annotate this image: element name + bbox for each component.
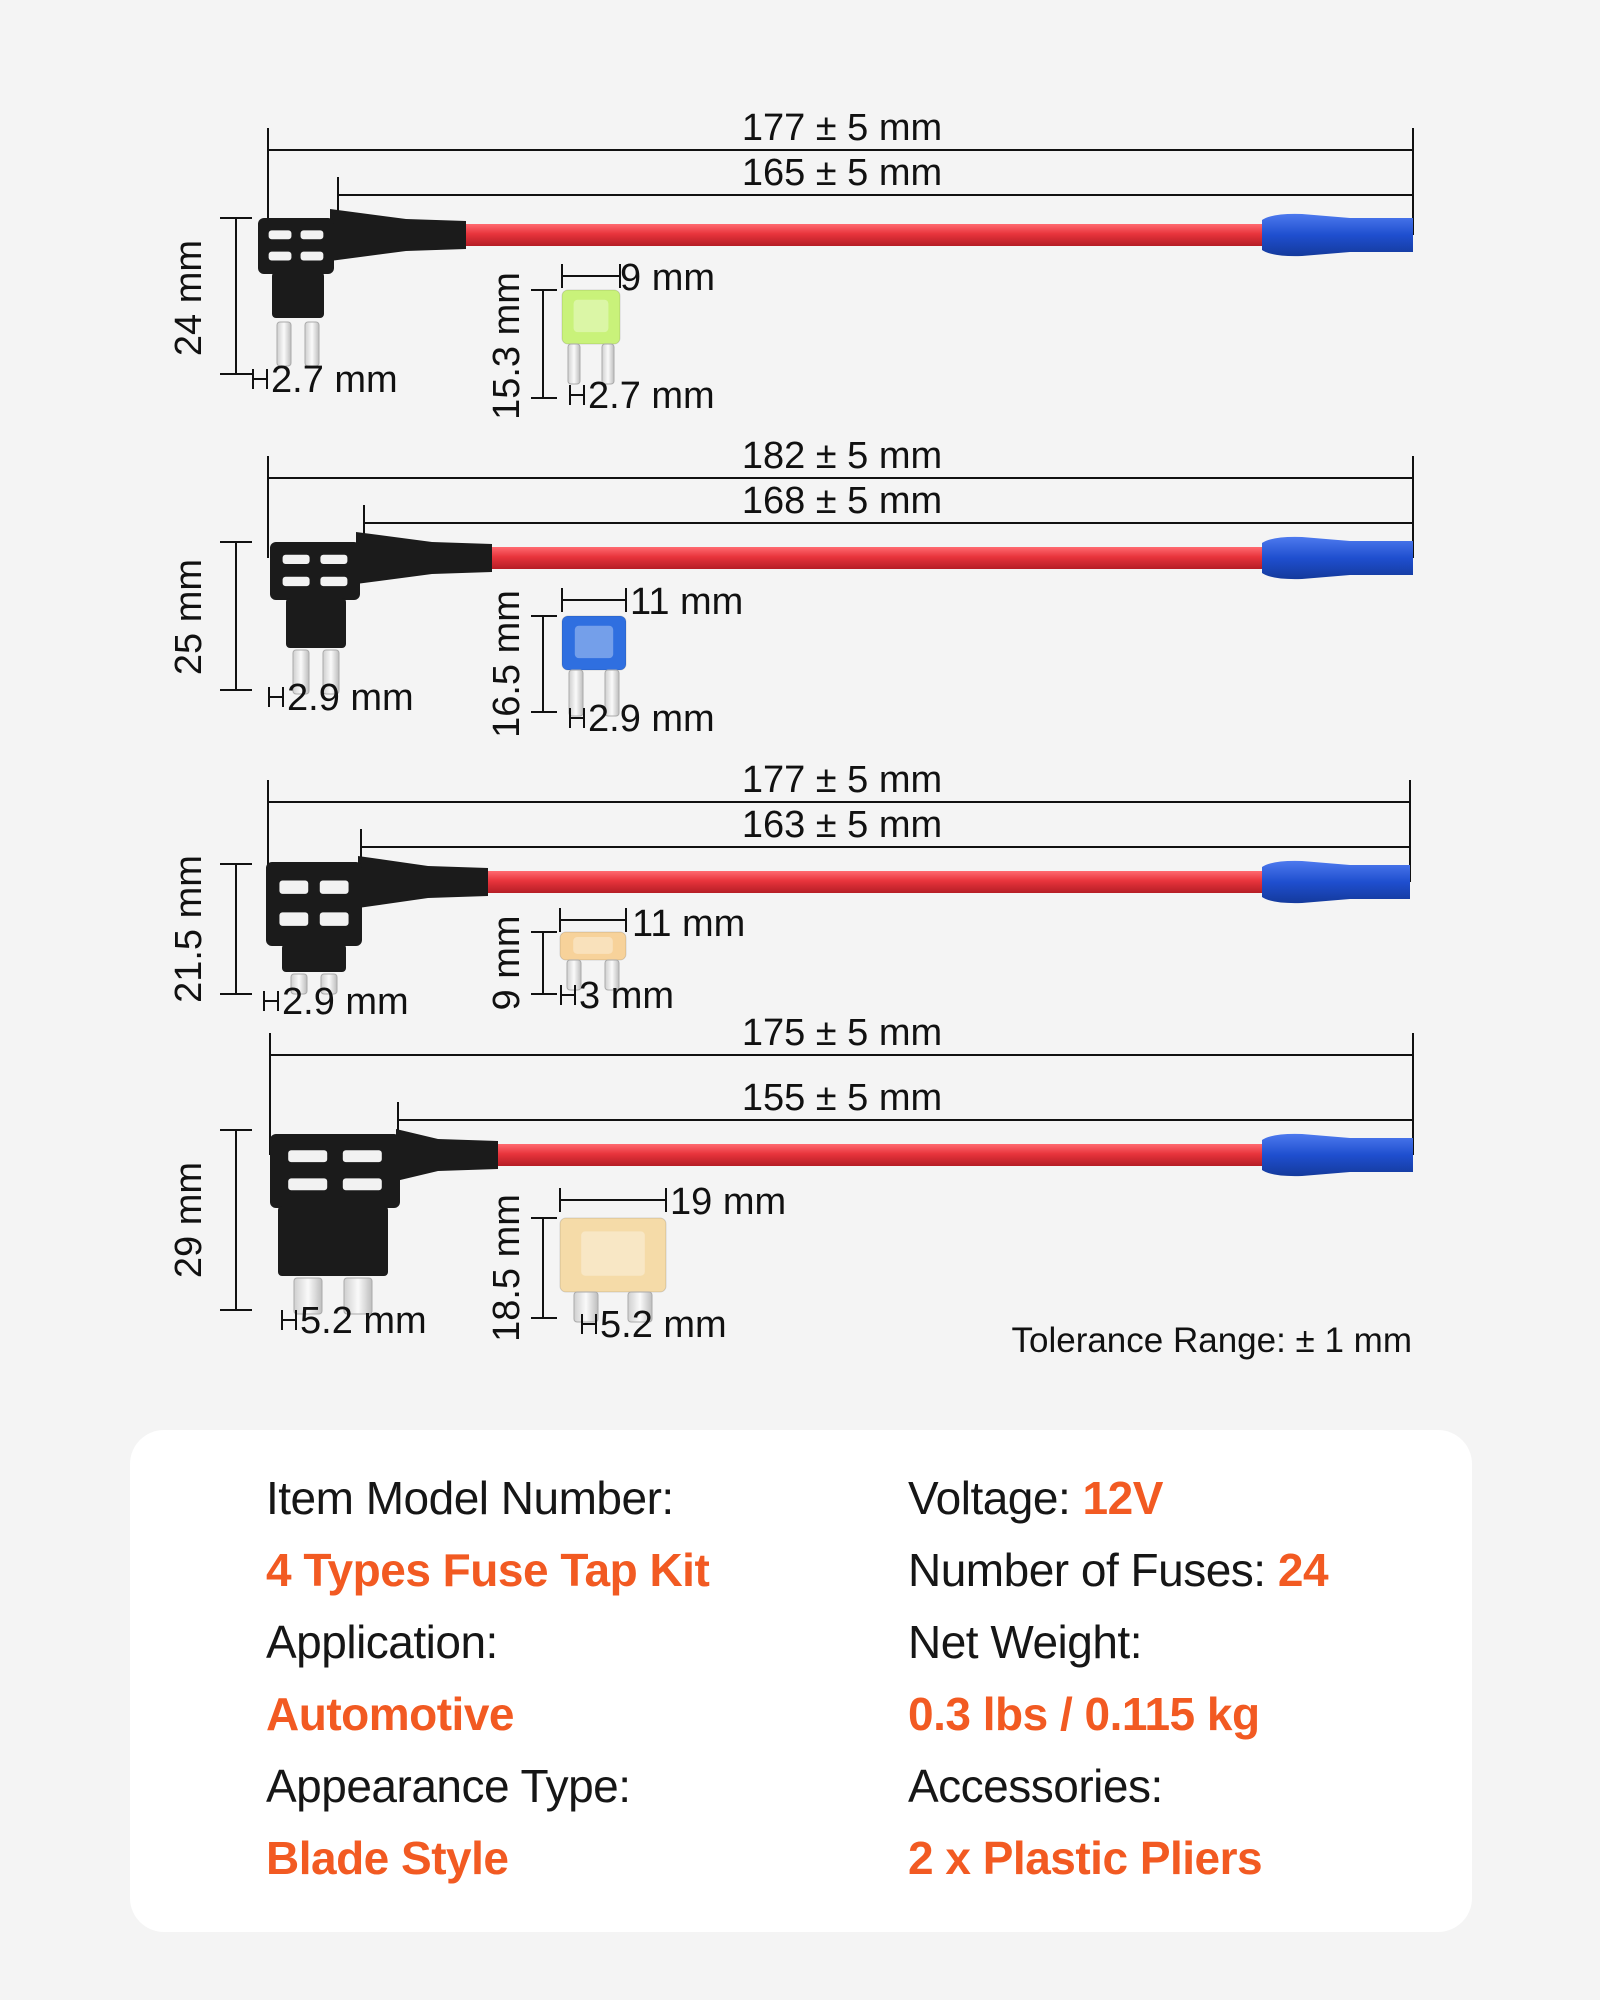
overall-length-label: 175 ± 5 mm — [741, 1012, 943, 1054]
fuse-holder-stem — [272, 272, 324, 318]
model-number-label: Item Model Number: — [266, 1472, 674, 1524]
socket-slot — [343, 1178, 382, 1190]
overall-length-label: 182 ± 5 mm — [741, 435, 943, 477]
fuse-holder-stem — [282, 944, 346, 972]
holder-prong-label: 2.7 mm — [271, 359, 398, 401]
appearance-type-label: Appearance Type: — [266, 1760, 631, 1812]
heat-shrink-tube — [330, 209, 466, 261]
fuse-prong-label: 5.2 mm — [600, 1304, 727, 1346]
socket-slot — [279, 880, 308, 893]
holder-prong-label: 2.9 mm — [287, 677, 414, 719]
socket-slot — [269, 230, 292, 239]
fuse-count-value: 24 — [1277, 1544, 1329, 1596]
socket-slot — [301, 230, 324, 239]
red-wire — [492, 547, 1262, 569]
fuse-width-label: 19 mm — [670, 1181, 787, 1223]
accessories-value: 2 x Plastic Pliers — [908, 1832, 1263, 1884]
fuse-count-label: Number of Fuses: — [908, 1544, 1266, 1596]
fuse-holder-socket — [270, 1134, 400, 1208]
socket-slot — [283, 555, 310, 564]
fuse-tap-row — [168, 759, 1410, 1023]
fuse-holder-socket — [266, 862, 362, 946]
blue-butt-terminal — [1262, 1134, 1413, 1176]
application-value: Automotive — [266, 1688, 514, 1740]
accessories-label: Accessories: — [908, 1760, 1163, 1812]
blue-butt-terminal — [1262, 861, 1410, 903]
fuse-window — [573, 937, 613, 954]
holder-height-label: 25 mm — [168, 558, 210, 676]
heat-shrink-tube — [358, 856, 488, 908]
spec-column-left — [266, 1462, 709, 1894]
fuse-width-label: 11 mm — [630, 581, 744, 623]
fuse-tap-row — [168, 435, 1413, 740]
socket-slot — [288, 1150, 327, 1162]
socket-slot — [320, 577, 347, 586]
fuse-height-label: 18.5 mm — [486, 1194, 528, 1342]
wire-length-label: 163 ± 5 mm — [741, 804, 943, 846]
fuse-tap-row — [168, 107, 1413, 420]
appearance-type-value: Blade Style — [266, 1832, 509, 1884]
socket-slot — [320, 555, 347, 564]
fuse-prong-label: 2.9 mm — [588, 698, 715, 740]
spec-column-right — [908, 1462, 1328, 1894]
fuse-holder-socket — [270, 542, 360, 600]
red-wire — [498, 1144, 1262, 1166]
blue-butt-terminal — [1262, 537, 1413, 579]
fuse-holder-stem — [286, 598, 346, 648]
fuse-count-line — [908, 1534, 1328, 1606]
socket-slot — [283, 577, 310, 586]
socket-slot — [279, 912, 308, 925]
fuse-height-label: 16.5 mm — [486, 590, 528, 738]
fuse-prong — [569, 670, 583, 716]
fuse-width-label: 11 mm — [632, 903, 746, 945]
red-wire — [488, 871, 1262, 893]
fuse-prong-label: 2.7 mm — [588, 375, 715, 417]
socket-slot — [301, 252, 324, 261]
socket-slot — [320, 880, 349, 893]
fuse-holder-socket — [258, 218, 334, 274]
red-wire — [466, 224, 1262, 246]
fuse-holder-stem — [278, 1206, 388, 1276]
voltage-line — [908, 1462, 1328, 1534]
wire-length-label: 155 ± 5 mm — [741, 1077, 943, 1119]
voltage-value: 12V — [1082, 1472, 1163, 1524]
holder-height-label: 24 mm — [168, 239, 210, 357]
net-weight-label: Net Weight: — [908, 1616, 1142, 1668]
wire-length-label: 168 ± 5 mm — [741, 480, 943, 522]
socket-slot — [320, 912, 349, 925]
wire-length-label: 165 ± 5 mm — [741, 152, 943, 194]
socket-slot — [343, 1150, 382, 1162]
holder-height-label: 29 mm — [168, 1161, 210, 1279]
fuse-height-label: 9 mm — [486, 915, 528, 1011]
fuse-prong — [574, 1292, 598, 1322]
fuse-prong-label: 3 mm — [579, 975, 674, 1017]
fuse-window — [581, 1231, 645, 1275]
overall-length-label: 177 ± 5 mm — [741, 107, 943, 149]
application-label: Application: — [266, 1616, 498, 1668]
fuse-height-label: 15.3 mm — [486, 272, 528, 420]
holder-prong-label: 2.9 mm — [282, 981, 409, 1023]
fuse-tap-row — [168, 1012, 1413, 1346]
overall-length-label: 177 ± 5 mm — [741, 759, 943, 801]
model-number-value: 4 Types Fuse Tap Kit — [266, 1544, 710, 1596]
voltage-label: Voltage: — [908, 1472, 1071, 1524]
specification-card — [130, 1430, 1472, 1932]
holder-height-label: 21.5 mm — [168, 855, 210, 1003]
blue-butt-terminal — [1262, 214, 1413, 256]
socket-slot — [269, 252, 292, 261]
socket-slot — [288, 1178, 327, 1190]
heat-shrink-tube — [356, 532, 492, 584]
net-weight-value: 0.3 lbs / 0.115 kg — [908, 1688, 1260, 1740]
fuse-width-label: 9 mm — [620, 257, 715, 299]
tolerance-note: Tolerance Range: ± 1 mm — [1011, 1321, 1412, 1360]
fuse-window — [575, 626, 613, 658]
holder-prong-label: 5.2 mm — [300, 1300, 427, 1342]
fuse-window — [574, 300, 609, 332]
heat-shrink-tube — [396, 1129, 498, 1181]
fuse-prong — [568, 344, 580, 384]
